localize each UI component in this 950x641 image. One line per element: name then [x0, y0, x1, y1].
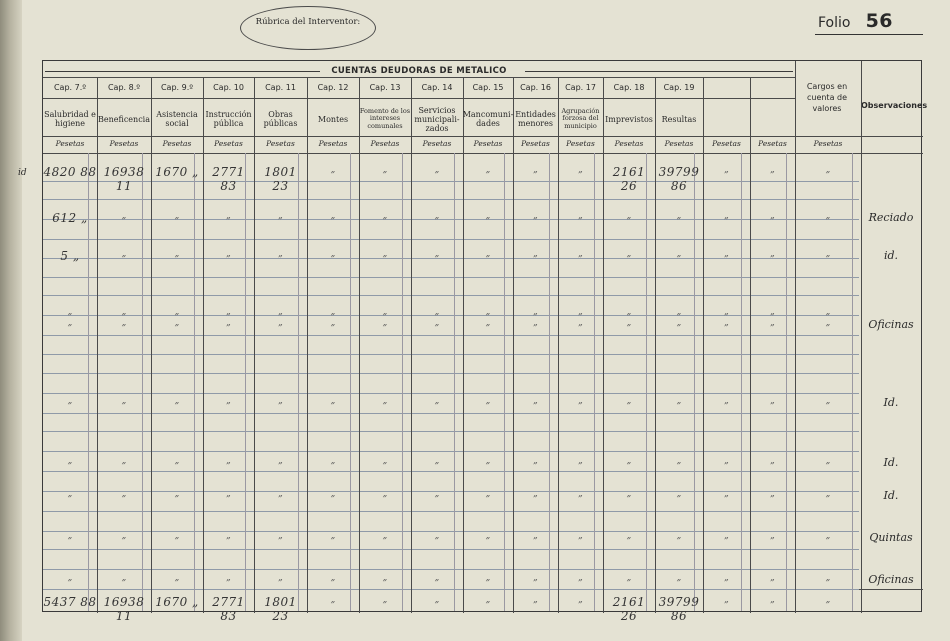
row-6-cell: „	[330, 396, 336, 406]
row-5-cell: „	[434, 318, 440, 328]
ledger-table	[42, 60, 928, 623]
row-10-cell: „	[533, 573, 538, 583]
column-unit-6: Pesetas	[318, 139, 348, 148]
column-desc-9: Mancomuni-dades	[462, 110, 514, 128]
row-3-cell: „	[533, 249, 538, 259]
row-4-cell: „	[533, 307, 538, 317]
row-3-cell: „	[226, 249, 231, 259]
row-5-cell: „	[67, 318, 73, 328]
ruled-line	[43, 199, 859, 200]
totals-cell: „	[485, 595, 491, 605]
column-unit-10: Pesetas	[521, 139, 550, 148]
row-5-cell: „	[485, 318, 491, 328]
totals-cell: „	[724, 595, 729, 605]
row-2-cell: „	[278, 211, 283, 221]
row-3-cell: „	[724, 249, 729, 259]
row-6-cell: „	[825, 396, 831, 406]
header-title-rule	[43, 77, 795, 78]
row-10-cell: „	[724, 573, 729, 583]
totals-cell: „	[825, 595, 831, 605]
row-9-cell: „	[174, 531, 180, 541]
row-3-cell: „	[382, 249, 388, 259]
cargos-unit: Pesetas	[813, 139, 843, 148]
column-unit-12: Pesetas	[614, 139, 644, 148]
column-cap-8: Cap. 14	[421, 83, 453, 92]
row-9-cell: „	[434, 531, 440, 541]
row-1-cell: 16938 11	[103, 165, 145, 193]
row-3-cell: „	[434, 249, 440, 259]
totals-cell: „	[770, 595, 775, 605]
row-3-cell: „	[330, 249, 336, 259]
row-6-cell: „	[533, 396, 538, 406]
row-5-cell: „	[278, 318, 283, 328]
row-10-cell: „	[676, 573, 682, 583]
column-unit-7: Pesetas	[370, 139, 400, 148]
column-cap-3: Cap. 9.º	[160, 83, 194, 92]
row-6-cell: „	[578, 396, 583, 406]
ruled-line	[43, 451, 859, 452]
row-1-cell: 2771 83	[212, 165, 245, 193]
row-7-cell: „	[578, 456, 583, 466]
row-2-cell: „	[174, 211, 180, 221]
row-2-cell: „	[770, 211, 775, 221]
row-9-cell: „	[676, 531, 682, 541]
row-1-cell: 2161 26	[612, 165, 646, 193]
row-10-cell: „	[382, 573, 388, 583]
row-3-cell: „	[676, 249, 682, 259]
row-8-cell: „	[330, 489, 336, 499]
ruled-line	[43, 354, 859, 355]
row-4-cell: „	[578, 307, 583, 317]
row-9-cell: „	[67, 531, 73, 541]
row-9-cell: „	[278, 531, 283, 541]
column-desc-5: Obras públicas	[263, 110, 298, 128]
row-7-cell: „	[533, 456, 538, 466]
observacion-note: Reciado	[868, 211, 914, 224]
row-9-cell: „	[770, 531, 775, 541]
row-2-cell: „	[578, 211, 583, 221]
totals-cell: „	[578, 595, 583, 605]
ruled-line	[43, 413, 859, 414]
row-5-cell: „	[330, 318, 336, 328]
column-unit-8: Pesetas	[422, 139, 452, 148]
totals-cell: „	[330, 595, 336, 605]
column-unit-3: Pesetas	[162, 139, 192, 148]
row-4-cell: „	[724, 307, 729, 317]
totals-cell: „	[533, 595, 538, 605]
row-1-cell: 39799 86	[658, 165, 700, 193]
column-desc-10: Entidades menores	[515, 110, 556, 128]
row-2-cell: 612 „	[52, 211, 88, 225]
ruled-line	[43, 239, 859, 240]
row-10-cell: „	[67, 573, 73, 583]
row-4-cell: „	[278, 307, 283, 317]
column-cap-11: Cap. 17	[565, 83, 596, 92]
row-9-cell: „	[825, 531, 831, 541]
row-5-cell: „	[226, 318, 231, 328]
totals-cell: 2771 83	[212, 595, 245, 623]
row-6-cell: „	[770, 396, 775, 406]
row-1-cell: „	[533, 165, 538, 175]
row-7-cell: „	[626, 456, 632, 466]
row-7-cell: „	[174, 456, 180, 466]
row-5-cell: „	[578, 318, 583, 328]
column-unit-1: Pesetas	[55, 139, 85, 148]
row-6-cell: „	[485, 396, 491, 406]
row-9-cell: „	[724, 531, 729, 541]
column-cap-6: Cap. 12	[317, 83, 349, 92]
column-desc-13: Resultas	[661, 114, 697, 124]
row-10-cell: „	[278, 573, 283, 583]
ruled-line	[43, 393, 859, 394]
row-8-cell: „	[226, 489, 231, 499]
rubrica-label: Rúbrica del Interventor:	[255, 17, 361, 27]
row-5-cell: „	[382, 318, 388, 328]
row-3-cell: „	[485, 249, 491, 259]
observacion-note: Oficinas	[868, 318, 914, 331]
row-7-cell: „	[676, 456, 682, 466]
row-8-cell: „	[676, 489, 682, 499]
row-9-cell: „	[382, 531, 388, 541]
cargos-header: Cargos en cuenta de valores	[806, 82, 848, 113]
row-10-cell: „	[770, 573, 775, 583]
row-4-cell: „	[485, 307, 491, 317]
row-9-cell: „	[578, 531, 583, 541]
column-unit-2: Pesetas	[109, 139, 139, 148]
header-cap-rule	[43, 98, 795, 99]
row-2-cell: „	[533, 211, 538, 221]
row-8-cell: „	[434, 489, 440, 499]
column-unit-4: Pesetas	[214, 139, 243, 148]
column-unit-11: Pesetas	[566, 139, 595, 148]
row-1-cell: „	[382, 165, 388, 175]
row-7-cell: „	[724, 456, 729, 466]
column-desc-11: Agrupación forzosa del municipio	[561, 106, 600, 130]
ruled-line	[43, 569, 859, 570]
row-2-cell: „	[330, 211, 336, 221]
column-cap-7: Cap. 13	[369, 83, 401, 92]
ruled-line	[43, 295, 859, 296]
row-8-cell: „	[770, 489, 775, 499]
row-1-cell: „	[770, 165, 775, 175]
observacion-note: Id.	[883, 396, 899, 409]
row-9-cell: „	[226, 531, 231, 541]
column-desc-4: Instrucción pública	[205, 110, 252, 128]
row-5-cell: „	[770, 318, 775, 328]
column-desc-7: Fomento de los intereses comunales	[359, 106, 411, 130]
row-6-cell: „	[226, 396, 231, 406]
ruled-line	[43, 373, 859, 374]
row-10-cell: „	[578, 573, 583, 583]
row-10-cell: „	[825, 573, 831, 583]
book-binding	[0, 0, 22, 641]
ruled-line	[43, 431, 859, 432]
row-8-cell: „	[121, 489, 127, 499]
observacion-note: id.	[883, 249, 899, 262]
row-7-cell: „	[67, 456, 73, 466]
row-8-cell: „	[533, 489, 538, 499]
row-6-cell: „	[724, 396, 729, 406]
row-1-cell: „	[485, 165, 491, 175]
row-7-cell: „	[825, 456, 831, 466]
totals-cell: 1801 23	[264, 595, 297, 623]
row-6-cell: „	[121, 396, 127, 406]
ruled-line	[43, 589, 859, 590]
column-cap-9: Cap. 15	[472, 83, 504, 92]
row-3-cell: „	[121, 249, 127, 259]
row-1-cell: „	[330, 165, 336, 175]
row-10-cell: „	[121, 573, 127, 583]
row-8-cell: „	[278, 489, 283, 499]
column-desc-1: Salubridad e higiene	[44, 110, 96, 128]
row-9-cell: „	[626, 531, 632, 541]
row-7-cell: „	[382, 456, 388, 466]
row-10-cell: „	[226, 573, 231, 583]
observacion-note: Id.	[883, 489, 899, 502]
row-4-cell: „	[770, 307, 775, 317]
row-4-cell: „	[174, 307, 180, 317]
row-6-cell: „	[278, 396, 283, 406]
row-10-cell: „	[174, 573, 180, 583]
row-1-cell: „	[825, 165, 831, 175]
row-2-cell: „	[825, 211, 831, 221]
row-7-cell: „	[485, 456, 491, 466]
row-4-cell: „	[67, 307, 73, 317]
row-10-cell: „	[485, 573, 491, 583]
row-7-cell: „	[278, 456, 283, 466]
column-unit-15: Pesetas	[758, 139, 787, 148]
column-desc-8: Servicios municipali-zados	[414, 105, 460, 133]
row-8-cell: „	[724, 489, 729, 499]
row-5-cell: „	[724, 318, 729, 328]
row-3-cell: „	[578, 249, 583, 259]
totals-cell: 5437 88	[43, 595, 97, 609]
row-9-cell: „	[485, 531, 491, 541]
row-2-cell: „	[382, 211, 388, 221]
row-1-cell: 4820 88	[43, 165, 97, 179]
folio-underline	[815, 34, 923, 35]
observacion-note: Quintas	[869, 531, 913, 544]
column-cap-13: Cap. 19	[663, 83, 695, 92]
row-3-cell: „	[770, 249, 775, 259]
row-1-cell: „	[434, 165, 440, 175]
folio	[818, 10, 893, 32]
column-cap-1: Cap. 7.º	[53, 83, 87, 92]
row-8-cell: „	[578, 489, 583, 499]
row-3-cell: „	[626, 249, 632, 259]
observacion-note: Oficinas	[868, 573, 914, 586]
row-5-cell: „	[174, 318, 180, 328]
ruled-line	[43, 471, 859, 472]
observacion-note: Id.	[883, 456, 899, 469]
totals-cell: 2161 26	[612, 595, 646, 623]
row-6-cell: „	[382, 396, 388, 406]
row-8-cell: „	[825, 489, 831, 499]
header-unit-rule	[43, 153, 923, 154]
table-title-text: CUENTAS DEUDORAS DE METALICO	[325, 66, 512, 76]
totals-cell: 39799 86	[658, 595, 700, 623]
row-3-cell: „	[278, 249, 283, 259]
ruled-line	[43, 335, 859, 336]
margin-mark: id	[18, 168, 27, 178]
row-9-cell: „	[533, 531, 538, 541]
column-cap-12: Cap. 18	[613, 83, 645, 92]
row-10-cell: „	[626, 573, 632, 583]
table-title	[43, 66, 795, 76]
totals-cell: 1670 „	[155, 595, 199, 609]
column-cap-10: Cap. 16	[520, 83, 551, 92]
totals-cell: 16938 11	[103, 595, 145, 623]
totals-cell: „	[434, 595, 440, 605]
row-4-cell: „	[382, 307, 388, 317]
row-2-cell: „	[121, 211, 127, 221]
row-6-cell: „	[434, 396, 440, 406]
row-2-cell: „	[485, 211, 491, 221]
column-cap-4: Cap. 10	[213, 83, 244, 92]
column-desc-2: Beneficencia	[97, 114, 150, 124]
column-unit-13: Pesetas	[664, 139, 694, 148]
row-5-cell: „	[626, 318, 632, 328]
row-5-cell: „	[676, 318, 682, 328]
row-8-cell: „	[382, 489, 388, 499]
row-6-cell: „	[626, 396, 632, 406]
row-4-cell: „	[434, 307, 440, 317]
row-10-cell: „	[330, 573, 336, 583]
row-7-cell: „	[770, 456, 775, 466]
observaciones-header: Observaciones	[861, 101, 928, 110]
row-7-cell: „	[121, 456, 127, 466]
row-1-cell: 1670 „	[155, 165, 199, 179]
row-2-cell: „	[676, 211, 682, 221]
row-8-cell: „	[174, 489, 180, 499]
row-5-cell: „	[533, 318, 538, 328]
row-1-cell: 1801 23	[264, 165, 297, 193]
column-desc-12: Imprevistos	[605, 114, 653, 124]
folio-label: Folio	[818, 15, 851, 31]
column-desc-3: Asistencia social	[156, 110, 198, 128]
column-unit-5: Pesetas	[266, 139, 295, 148]
row-3-cell: „	[174, 249, 180, 259]
row-6-cell: „	[676, 396, 682, 406]
row-4-cell: „	[226, 307, 231, 317]
column-unit-14: Pesetas	[712, 139, 741, 148]
row-8-cell: „	[626, 489, 632, 499]
ruled-line	[43, 511, 859, 512]
row-2-cell: „	[226, 211, 231, 221]
row-5-cell: „	[825, 318, 831, 328]
column-unit-9: Pesetas	[473, 139, 503, 148]
row-4-cell: „	[330, 307, 336, 317]
row-2-cell: „	[626, 211, 632, 221]
row-10-cell: „	[434, 573, 440, 583]
row-8-cell: „	[485, 489, 491, 499]
header-desc-rule	[43, 136, 923, 137]
row-7-cell: „	[434, 456, 440, 466]
row-7-cell: „	[226, 456, 231, 466]
row-5-cell: „	[121, 318, 127, 328]
row-4-cell: „	[626, 307, 632, 317]
folio-number: 56	[865, 10, 894, 32]
row-9-cell: „	[121, 531, 127, 541]
row-6-cell: „	[67, 396, 73, 406]
column-cap-5: Cap. 11	[265, 83, 296, 92]
ruled-line	[43, 277, 859, 278]
row-3-cell: „	[825, 249, 831, 259]
row-6-cell: „	[174, 396, 180, 406]
row-3-cell: 5 „	[60, 249, 80, 263]
row-4-cell: „	[121, 307, 127, 317]
row-2-cell: „	[724, 211, 729, 221]
row-1-cell: „	[578, 165, 583, 175]
row-1-cell: „	[724, 165, 729, 175]
row-2-cell: „	[434, 211, 440, 221]
ruled-line	[43, 181, 859, 182]
row-4-cell: „	[676, 307, 682, 317]
row-8-cell: „	[67, 489, 73, 499]
column-desc-6: Montes	[317, 114, 349, 124]
ruled-line	[43, 549, 859, 550]
row-7-cell: „	[330, 456, 336, 466]
rubrica-stamp	[240, 6, 376, 50]
row-4-cell: „	[825, 307, 831, 317]
column-cap-2: Cap. 8.º	[107, 83, 141, 92]
row-9-cell: „	[330, 531, 336, 541]
totals-cell: „	[382, 595, 388, 605]
